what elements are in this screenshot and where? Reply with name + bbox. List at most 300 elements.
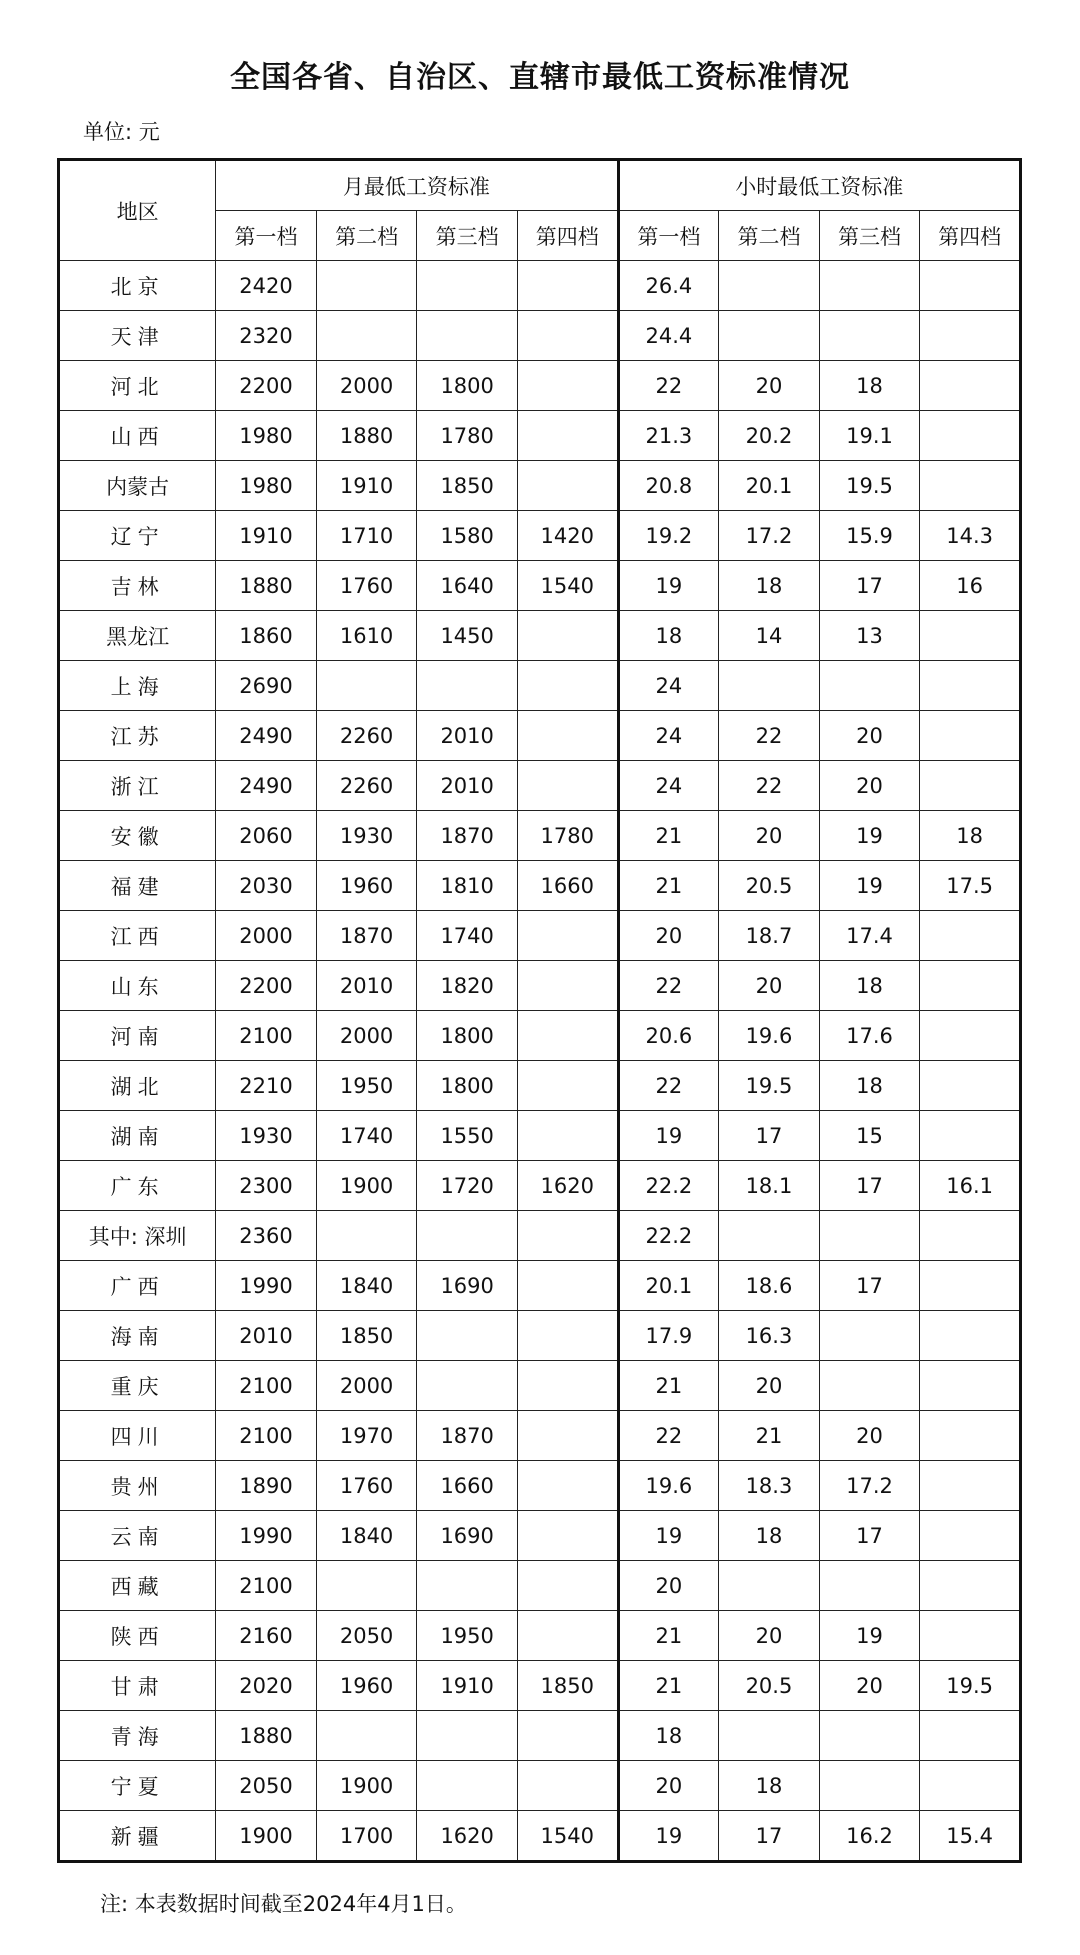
monthly-tier-1-cell: 1880 [216,561,317,611]
hourly-tier-1-cell: 22 [618,961,719,1011]
hourly-tier-1-cell: 18 [618,611,719,661]
hourly-tier-3-header: 第三档 [819,211,920,261]
monthly-tier-4-cell [517,711,618,761]
table-row [59,361,1021,411]
hourly-tier-1-cell: 20 [618,1561,719,1611]
hourly-tier-1-header: 第一档 [618,211,719,261]
monthly-tier-4-cell [517,1211,618,1261]
hourly-tier-4-cell [920,1261,1021,1311]
hourly-tier-3-cell [819,1761,920,1811]
monthly-tier-4-header: 第四档 [517,211,618,261]
hourly-tier-2-cell: 18 [719,1761,820,1811]
monthly-tier-3-cell: 1640 [417,561,518,611]
monthly-tier-2-cell: 1760 [316,1461,417,1511]
hourly-tier-2-cell [719,261,820,311]
region-cell: 重庆 [59,1361,216,1411]
hourly-tier-1-cell: 21 [618,1361,719,1411]
hourly-tier-4-cell [920,1011,1021,1061]
region-cell: 北京 [59,261,216,311]
table-row [59,1011,1021,1061]
monthly-tier-4-cell: 1780 [517,811,618,861]
hourly-tier-3-cell: 13 [819,611,920,661]
monthly-tier-3-cell [417,1711,518,1761]
monthly-tier-2-cell: 1840 [316,1511,417,1561]
hourly-tier-1-cell: 24 [618,711,719,761]
region-cell: 新疆 [59,1811,216,1862]
monthly-tier-4-cell [517,1761,618,1811]
region-cell: 福建 [59,861,216,911]
hourly-tier-4-cell [920,961,1021,1011]
hourly-tier-3-cell [819,1211,920,1261]
monthly-tier-4-cell [517,1261,618,1311]
hourly-tier-4-cell [920,1411,1021,1461]
monthly-tier-3-cell: 2010 [417,711,518,761]
hourly-tier-2-cell: 19.5 [719,1061,820,1111]
monthly-tier-4-cell: 1620 [517,1161,618,1211]
hourly-tier-3-cell: 17 [819,1511,920,1561]
monthly-tier-2-cell: 2000 [316,1011,417,1061]
hourly-group-header: 小时最低工资标准 [618,160,1020,211]
hourly-tier-3-cell: 19 [819,811,920,861]
monthly-tier-1-cell: 2690 [216,661,317,711]
monthly-tier-3-cell: 1740 [417,911,518,961]
table-row [59,911,1021,961]
monthly-tier-2-cell: 1740 [316,1111,417,1161]
monthly-tier-2-header: 第二档 [316,211,417,261]
hourly-tier-1-cell: 20.6 [618,1011,719,1061]
hourly-tier-4-cell [920,761,1021,811]
hourly-tier-4-cell: 19.5 [920,1661,1021,1711]
region-column-header: 地区 [59,160,216,261]
table-row [59,1461,1021,1511]
monthly-tier-1-header: 第一档 [216,211,317,261]
hourly-tier-2-cell: 22 [719,761,820,811]
monthly-tier-3-cell: 1580 [417,511,518,561]
monthly-tier-2-cell: 1850 [316,1311,417,1361]
hourly-tier-4-cell [920,261,1021,311]
monthly-tier-4-cell [517,611,618,661]
hourly-tier-1-cell: 19 [618,561,719,611]
monthly-tier-2-cell: 2000 [316,361,417,411]
hourly-tier-4-cell: 16.1 [920,1161,1021,1211]
table-row [59,1761,1021,1811]
table-row [59,511,1021,561]
monthly-tier-1-cell: 1880 [216,1711,317,1761]
monthly-tier-1-cell: 2100 [216,1561,317,1611]
monthly-tier-4-cell: 1420 [517,511,618,561]
monthly-tier-4-cell [517,961,618,1011]
table-row [59,1561,1021,1611]
hourly-tier-1-cell: 20.8 [618,461,719,511]
monthly-tier-1-cell: 2000 [216,911,317,961]
hourly-tier-4-cell [920,1611,1021,1661]
hourly-tier-1-cell: 21 [618,811,719,861]
table-row [59,711,1021,761]
monthly-tier-4-cell [517,1311,618,1361]
hourly-tier-3-cell: 18 [819,1061,920,1111]
hourly-tier-3-cell [819,1311,920,1361]
monthly-tier-2-cell: 1710 [316,511,417,561]
hourly-tier-2-cell [719,661,820,711]
monthly-tier-1-cell: 2100 [216,1361,317,1411]
monthly-tier-1-cell: 1990 [216,1261,317,1311]
hourly-tier-4-cell [920,1461,1021,1511]
table-row [59,1511,1021,1561]
monthly-tier-2-cell [316,1211,417,1261]
table-row [59,1661,1021,1711]
monthly-tier-1-cell: 2060 [216,811,317,861]
hourly-tier-2-cell: 20 [719,1361,820,1411]
region-cell: 贵州 [59,1461,216,1511]
monthly-tier-4-cell: 1850 [517,1661,618,1711]
monthly-tier-3-cell [417,661,518,711]
monthly-tier-3-cell [417,1761,518,1811]
table-row [59,1811,1021,1862]
hourly-tier-3-cell: 18 [819,361,920,411]
hourly-tier-3-cell: 16.2 [819,1811,920,1862]
region-cell: 安徽 [59,811,216,861]
hourly-tier-2-cell: 21 [719,1411,820,1461]
monthly-tier-3-cell: 1780 [417,411,518,461]
region-cell: 其中: 深圳 [59,1211,216,1261]
monthly-tier-1-cell: 1890 [216,1461,317,1511]
hourly-tier-4-header: 第四档 [920,211,1021,261]
monthly-tier-2-cell: 1950 [316,1061,417,1111]
hourly-tier-2-cell: 18.1 [719,1161,820,1211]
region-cell: 海南 [59,1311,216,1361]
monthly-tier-1-cell: 2200 [216,361,317,411]
monthly-tier-2-cell: 2000 [316,1361,417,1411]
monthly-tier-1-cell: 2160 [216,1611,317,1661]
region-cell: 山西 [59,411,216,461]
table-row [59,1311,1021,1361]
hourly-tier-3-cell [819,311,920,361]
monthly-tier-3-cell [417,1561,518,1611]
hourly-tier-1-cell: 26.4 [618,261,719,311]
region-cell: 青海 [59,1711,216,1761]
hourly-tier-2-cell: 17 [719,1811,820,1862]
region-cell: 河北 [59,361,216,411]
monthly-tier-3-cell [417,261,518,311]
hourly-tier-2-cell [719,311,820,361]
hourly-tier-2-cell: 22 [719,711,820,761]
table-row [59,561,1021,611]
table-row [59,1411,1021,1461]
monthly-tier-4-cell [517,761,618,811]
table-row [59,311,1021,361]
hourly-tier-2-cell: 20.5 [719,861,820,911]
monthly-tier-4-cell [517,1511,618,1561]
monthly-tier-3-cell [417,1311,518,1361]
monthly-tier-2-cell: 2260 [316,711,417,761]
monthly-tier-2-cell: 1960 [316,1661,417,1711]
hourly-tier-1-cell: 21 [618,1661,719,1711]
hourly-tier-4-cell [920,1711,1021,1761]
monthly-tier-3-cell: 1910 [417,1661,518,1711]
table-row [59,1261,1021,1311]
hourly-tier-3-cell: 20 [819,1661,920,1711]
monthly-tier-4-cell [517,1011,618,1061]
table-row [59,1111,1021,1161]
hourly-tier-2-cell: 18 [719,561,820,611]
hourly-tier-2-cell: 20 [719,811,820,861]
hourly-tier-2-cell [719,1561,820,1611]
region-cell: 吉林 [59,561,216,611]
hourly-tier-3-cell: 17 [819,561,920,611]
region-cell: 天津 [59,311,216,361]
hourly-tier-4-cell: 16 [920,561,1021,611]
hourly-tier-4-cell [920,911,1021,961]
hourly-tier-4-cell [920,1361,1021,1411]
table-row [59,1611,1021,1661]
table-row [59,1711,1021,1761]
monthly-tier-2-cell: 1900 [316,1161,417,1211]
region-cell: 浙江 [59,761,216,811]
monthly-tier-4-cell [517,461,618,511]
hourly-tier-2-cell: 20.2 [719,411,820,461]
monthly-tier-4-cell: 1660 [517,861,618,911]
monthly-tier-3-cell: 1950 [417,1611,518,1661]
monthly-tier-1-cell: 2300 [216,1161,317,1211]
hourly-tier-1-cell: 22.2 [618,1211,719,1261]
region-cell: 宁夏 [59,1761,216,1811]
page-title: 全国各省、自治区、直辖市最低工资标准情况 [230,60,850,95]
hourly-tier-3-cell [819,1361,920,1411]
hourly-tier-1-cell: 22 [618,361,719,411]
hourly-tier-2-cell: 18.7 [719,911,820,961]
hourly-tier-2-cell: 20.1 [719,461,820,511]
monthly-tier-4-cell: 1540 [517,561,618,611]
monthly-tier-1-cell: 2030 [216,861,317,911]
minimum-wage-table [57,158,1022,1863]
monthly-tier-1-cell: 1860 [216,611,317,661]
region-cell: 山东 [59,961,216,1011]
table-body [59,261,1021,1862]
hourly-tier-4-cell [920,1211,1021,1261]
monthly-tier-3-cell: 1850 [417,461,518,511]
hourly-tier-1-cell: 22 [618,1061,719,1111]
table-row [59,461,1021,511]
footnote: 注: 本表数据时间截至2024年4月1日。 [100,1892,467,1916]
hourly-tier-4-cell: 15.4 [920,1811,1021,1862]
monthly-tier-3-cell: 1810 [417,861,518,911]
monthly-tier-1-cell: 2210 [216,1061,317,1111]
hourly-tier-4-cell: 17.5 [920,861,1021,911]
hourly-tier-3-cell: 17 [819,1161,920,1211]
monthly-tier-1-cell: 2360 [216,1211,317,1261]
hourly-tier-1-cell: 24 [618,661,719,711]
hourly-tier-1-cell: 18 [618,1711,719,1761]
hourly-tier-1-cell: 21 [618,861,719,911]
hourly-tier-2-cell: 19.6 [719,1011,820,1061]
monthly-tier-3-cell: 1720 [417,1161,518,1211]
hourly-tier-4-cell [920,1111,1021,1161]
region-cell: 湖北 [59,1061,216,1111]
hourly-tier-1-cell: 17.9 [618,1311,719,1361]
monthly-tier-2-cell: 1910 [316,461,417,511]
hourly-tier-4-cell [920,1311,1021,1361]
monthly-tier-1-cell: 2050 [216,1761,317,1811]
monthly-tier-3-cell: 1620 [417,1811,518,1862]
hourly-tier-4-cell [920,311,1021,361]
hourly-tier-3-cell: 19.1 [819,411,920,461]
monthly-tier-1-cell: 2320 [216,311,317,361]
monthly-tier-1-cell: 2100 [216,1411,317,1461]
hourly-tier-3-cell: 15.9 [819,511,920,561]
region-cell: 广东 [59,1161,216,1211]
hourly-tier-3-cell [819,261,920,311]
monthly-tier-2-cell: 1900 [316,1761,417,1811]
region-cell: 江苏 [59,711,216,761]
monthly-tier-1-cell: 2100 [216,1011,317,1061]
hourly-tier-1-cell: 19.6 [618,1461,719,1511]
monthly-tier-4-cell [517,411,618,461]
hourly-tier-2-cell: 20 [719,961,820,1011]
hourly-tier-2-cell: 17.2 [719,511,820,561]
monthly-tier-1-cell: 2420 [216,261,317,311]
region-cell: 湖南 [59,1111,216,1161]
monthly-tier-4-cell [517,311,618,361]
monthly-tier-2-cell: 1870 [316,911,417,961]
monthly-tier-3-cell: 1800 [417,1011,518,1061]
hourly-tier-3-cell: 17.6 [819,1011,920,1061]
table-row [59,261,1021,311]
table-row [59,761,1021,811]
monthly-tier-4-cell [517,1611,618,1661]
monthly-tier-2-cell: 2010 [316,961,417,1011]
region-cell: 西藏 [59,1561,216,1611]
monthly-tier-1-cell: 2490 [216,711,317,761]
table-row [59,1161,1021,1211]
monthly-tier-2-cell [316,1711,417,1761]
hourly-tier-3-cell: 17.2 [819,1461,920,1511]
hourly-tier-1-cell: 21 [618,1611,719,1661]
hourly-tier-2-cell: 16.3 [719,1311,820,1361]
monthly-tier-1-cell: 1910 [216,511,317,561]
monthly-tier-2-cell: 1700 [316,1811,417,1862]
monthly-tier-3-cell: 2010 [417,761,518,811]
region-cell: 江西 [59,911,216,961]
table-row [59,1211,1021,1261]
hourly-tier-1-cell: 19 [618,1811,719,1862]
monthly-tier-2-cell: 1880 [316,411,417,461]
monthly-tier-1-cell: 1930 [216,1111,317,1161]
monthly-tier-4-cell [517,261,618,311]
monthly-tier-3-header: 第三档 [417,211,518,261]
monthly-tier-2-cell [316,261,417,311]
monthly-tier-4-cell [517,1061,618,1111]
hourly-tier-3-cell [819,1561,920,1611]
hourly-tier-3-cell: 20 [819,711,920,761]
region-cell: 云南 [59,1511,216,1561]
monthly-tier-2-cell [316,661,417,711]
hourly-tier-4-cell [920,711,1021,761]
hourly-tier-1-cell: 22.2 [618,1161,719,1211]
hourly-tier-4-cell [920,1561,1021,1611]
monthly-tier-3-cell: 1660 [417,1461,518,1511]
monthly-tier-1-cell: 2490 [216,761,317,811]
monthly-tier-4-cell [517,661,618,711]
hourly-tier-3-cell: 20 [819,761,920,811]
hourly-tier-4-cell [920,661,1021,711]
hourly-tier-3-cell [819,1711,920,1761]
hourly-tier-4-cell [920,461,1021,511]
hourly-tier-4-cell [920,611,1021,661]
hourly-tier-3-cell: 20 [819,1411,920,1461]
monthly-tier-1-cell: 1980 [216,411,317,461]
table-row [59,661,1021,711]
region-cell: 陕西 [59,1611,216,1661]
hourly-tier-4-cell [920,411,1021,461]
monthly-tier-3-cell [417,311,518,361]
region-cell: 甘肃 [59,1661,216,1711]
hourly-tier-3-cell: 19 [819,861,920,911]
hourly-tier-3-cell: 19 [819,1611,920,1661]
hourly-tier-3-cell: 15 [819,1111,920,1161]
monthly-tier-4-cell [517,911,618,961]
monthly-group-header: 月最低工资标准 [216,160,618,211]
unit-label: 单位: 元 [83,120,160,144]
table-row [59,611,1021,661]
monthly-tier-1-cell: 2020 [216,1661,317,1711]
monthly-tier-4-cell [517,1361,618,1411]
hourly-tier-1-cell: 19 [618,1111,719,1161]
monthly-tier-4-cell [517,1561,618,1611]
hourly-tier-2-cell: 20.5 [719,1661,820,1711]
monthly-tier-4-cell [517,1411,618,1461]
monthly-tier-3-cell: 1820 [417,961,518,1011]
hourly-tier-2-cell: 17 [719,1111,820,1161]
monthly-tier-4-cell [517,1461,618,1511]
monthly-tier-4-cell [517,1711,618,1761]
hourly-tier-3-cell: 17 [819,1261,920,1311]
hourly-tier-1-cell: 24 [618,761,719,811]
region-cell: 上海 [59,661,216,711]
monthly-tier-2-cell: 1970 [316,1411,417,1461]
hourly-tier-1-cell: 21.3 [618,411,719,461]
header-row-groups [59,160,1021,211]
table-row [59,1061,1021,1111]
hourly-tier-1-cell: 22 [618,1411,719,1461]
region-cell: 河南 [59,1011,216,1061]
hourly-tier-1-cell: 19.2 [618,511,719,561]
monthly-tier-1-cell: 1900 [216,1811,317,1862]
region-cell: 四川 [59,1411,216,1461]
hourly-tier-4-cell [920,1061,1021,1111]
monthly-tier-2-cell: 2260 [316,761,417,811]
table-row [59,411,1021,461]
hourly-tier-2-cell [719,1211,820,1261]
region-cell: 黑龙江 [59,611,216,661]
table-row [59,961,1021,1011]
monthly-tier-4-cell [517,361,618,411]
monthly-tier-1-cell: 1990 [216,1511,317,1561]
hourly-tier-1-cell: 20 [618,911,719,961]
monthly-tier-2-cell [316,1561,417,1611]
monthly-tier-3-cell: 1550 [417,1111,518,1161]
hourly-tier-2-cell: 18.3 [719,1461,820,1511]
hourly-tier-1-cell: 19 [618,1511,719,1561]
hourly-tier-2-header: 第二档 [719,211,820,261]
hourly-tier-4-cell [920,361,1021,411]
hourly-tier-2-cell: 20 [719,1611,820,1661]
hourly-tier-2-cell [719,1711,820,1761]
monthly-tier-2-cell: 1960 [316,861,417,911]
hourly-tier-3-cell: 19.5 [819,461,920,511]
monthly-tier-1-cell: 2200 [216,961,317,1011]
region-cell: 内蒙古 [59,461,216,511]
table-row [59,1361,1021,1411]
